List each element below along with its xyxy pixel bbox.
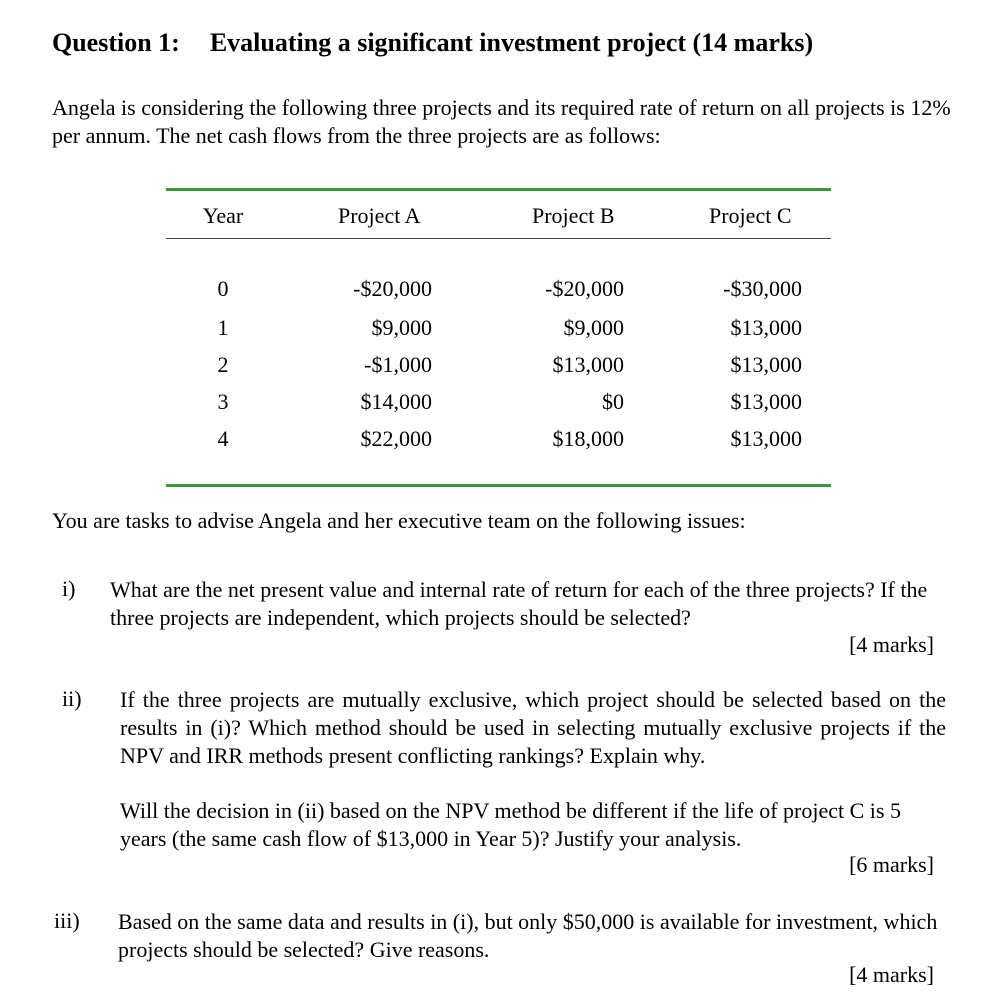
header-project-a: Project A <box>338 203 421 228</box>
table-cell-project-a: $14,000 <box>360 389 432 414</box>
item-ii-number: ii) <box>62 686 82 711</box>
table-header-rule <box>166 238 831 239</box>
table-cell-project-a: $9,000 <box>371 315 432 340</box>
table-cell-project-c: -$30,000 <box>723 276 802 301</box>
table-cell-project-c: $13,000 <box>730 389 802 414</box>
table-cell-project-b: -$20,000 <box>545 276 624 301</box>
table-cell-project-b: $0 <box>602 389 624 414</box>
question-heading: Evaluating a significant investment project (14 marks) <box>209 28 814 57</box>
item-iii-marks: [4 marks] <box>849 962 934 987</box>
item-iii-text: Based on the same data and results in (i), but only $50,000 is available for investment, which projects should be selected? Give reasons. <box>118 909 938 962</box>
question-number: Question 1: <box>52 28 180 57</box>
item-i-marks: [4 marks] <box>849 632 934 657</box>
table-cell-year: 1 <box>217 315 229 340</box>
table-cell-project-b: $13,000 <box>552 352 624 377</box>
item-i-number: i) <box>62 576 76 601</box>
item-ii-text: If the three projects are mutually exclusive, which project should be selected based on the results in (i)? Which method should be used in selecting mutually exclusive projects if the NPV and IRR methods present conflicting rankings? Explain why. <box>120 687 946 768</box>
table-cell-project-b: $18,000 <box>552 426 624 451</box>
header-year: Year <box>202 203 244 228</box>
table-cell-year: 3 <box>217 389 229 414</box>
table-cell-project-c: $13,000 <box>730 315 802 340</box>
table-cell-project-c: $13,000 <box>730 352 802 377</box>
tasks-intro: You are tasks to advise Angela and her executive team on the following issues: <box>52 508 746 533</box>
item-ii-followup-text: Will the decision in (ii) based on the NPV method be different if the life of project C is 5 years (the same cash flow of $13,000 in Year 5)? Justify your analysis. <box>120 798 901 851</box>
table-cell-project-a: -$1,000 <box>364 352 432 377</box>
table-top-rule <box>166 188 831 191</box>
intro-paragraph: Angela is considering the following three projects and its required rate of return on all projects is 12% per annum. The net cash flows from the three projects are as follows: <box>52 95 951 148</box>
table-bottom-rule <box>166 484 831 487</box>
table-cell-project-a: $22,000 <box>360 426 432 451</box>
item-ii-marks: [6 marks] <box>849 852 934 877</box>
item-iii-number: iii) <box>54 908 80 933</box>
header-project-b: Project B <box>532 203 615 228</box>
item-i-text: What are the net present value and internal rate of return for each of the three projects? If the three projects are independent, which projects should be selected? <box>110 577 928 630</box>
table-cell-project-c: $13,000 <box>730 426 802 451</box>
question-title <box>52 28 813 58</box>
table-cell-year: 2 <box>217 352 229 377</box>
table-cell-year: 4 <box>217 426 229 451</box>
table-cell-year: 0 <box>217 276 229 301</box>
table-cell-project-a: -$20,000 <box>353 276 432 301</box>
header-project-c: Project C <box>709 203 792 228</box>
table-cell-project-b: $9,000 <box>563 315 624 340</box>
